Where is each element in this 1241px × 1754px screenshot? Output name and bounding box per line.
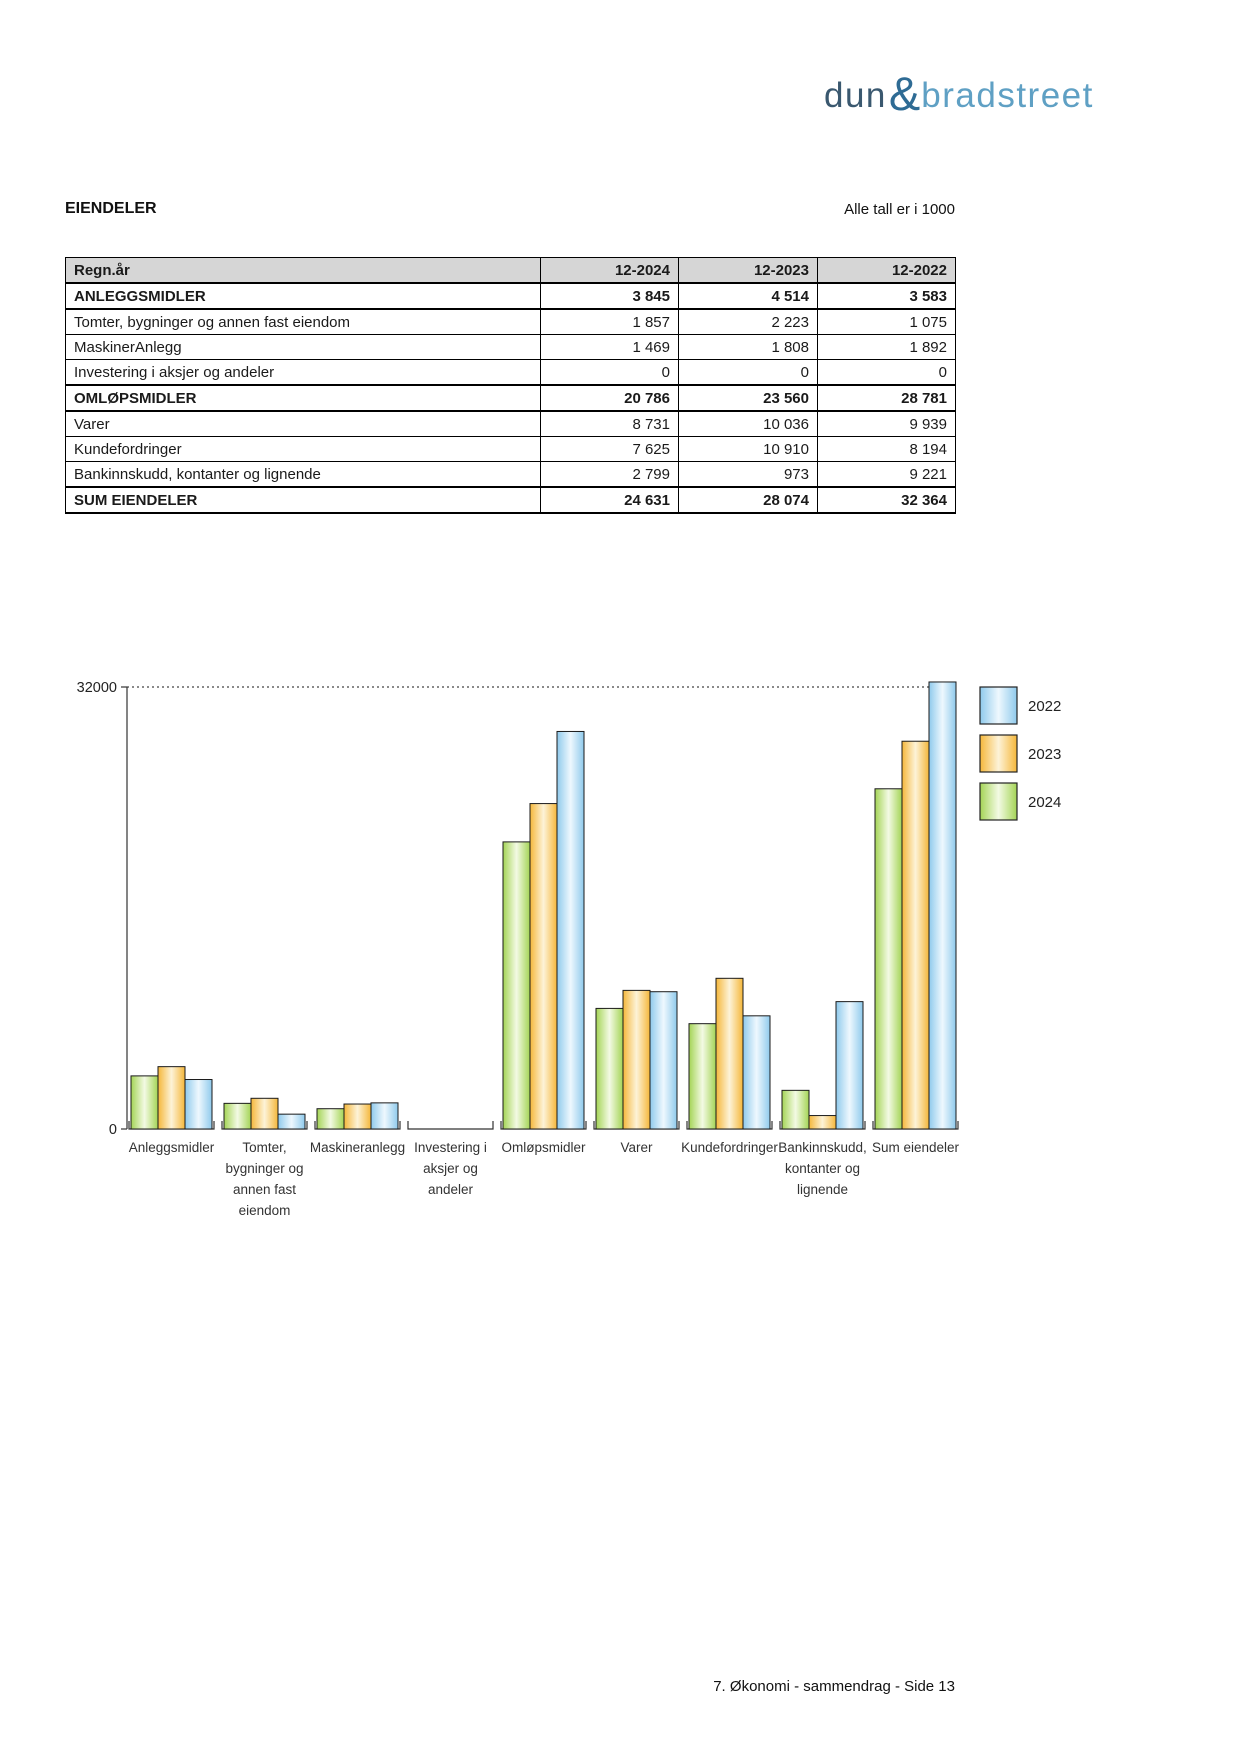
row-value: 0 [541,360,679,386]
row-label: MaskinerAnlegg [66,335,541,360]
row-value: 1 892 [818,335,956,360]
row-value: 9 221 [818,462,956,488]
row-value: 9 939 [818,411,956,437]
row-value: 2 799 [541,462,679,488]
bar-2024-omløpsmidler [503,842,530,1129]
row-value: 10 910 [679,437,818,462]
y-axis-label-zero: 0 [108,1122,117,1138]
table-row [66,360,956,386]
bar-2024-kundefordringer [689,1024,716,1129]
table-row [66,487,956,513]
row-value: 7 625 [541,437,679,462]
table-header-row [66,258,956,284]
category-label-investering-i-aksjer-og-andeler: Investering i aksjer og andeler [414,1140,487,1197]
bar-2022-maskineranlegg [371,1103,398,1129]
table-header-label: Regn.år [66,258,541,284]
row-label: Tomter, bygninger og annen fast eiendom [66,309,541,335]
row-value: 1 808 [679,335,818,360]
row-value: 973 [679,462,818,488]
row-label: OMLØPSMIDLER [66,385,541,411]
bar-2022-anleggsmidler [185,1080,212,1129]
legend-label-2024: 2024 [1028,794,1062,811]
bar-2023-varer [623,990,650,1129]
row-value: 23 560 [679,385,818,411]
table-header-year-2022: 12-2022 [818,258,956,284]
assets-bar-chart [0,580,1241,1260]
bar-2023-anleggsmidler [158,1067,185,1129]
units-note: Alle tall er i 1000 [844,201,955,218]
legend-label-2023: 2023 [1028,746,1062,763]
dun-bradstreet-logo [824,66,1094,121]
table-row [66,309,956,335]
legend-swatch-2022 [980,687,1017,724]
bar-2024-maskineranlegg [317,1109,344,1129]
category-label-sum-eiendeler: Sum eiendeler [871,1140,960,1155]
bar-2022-omløpsmidler [557,731,584,1129]
row-value: 0 [818,360,956,386]
bar-2023-maskineranlegg [344,1104,371,1129]
bar-2024-sum-eiendeler [875,789,902,1129]
bar-2023-bankinnskudd-kontanter-og-lignende [809,1116,836,1129]
row-value: 8 731 [541,411,679,437]
row-value: 4 514 [679,283,818,309]
logo-text-bradstreet: bradstreet [921,76,1094,115]
row-value: 8 194 [818,437,956,462]
logo-text-dun: dun [824,76,887,115]
legend-swatch-2024 [980,783,1017,820]
category-label-kundefordringer: Kundefordringer [681,1140,778,1155]
row-value: 1 469 [541,335,679,360]
bar-2023-sum-eiendeler [902,741,929,1129]
category-label-tomter-bygninger-og-annen-fast-eiendom: Tomter, bygninger og annen fast eiendom [225,1140,304,1218]
bar-2023-tomter-bygninger-og-annen-fast-eiendom [251,1098,278,1129]
table-row [66,462,956,488]
table-header-year-2024: 12-2024 [541,258,679,284]
row-label: SUM EIENDELER [66,487,541,513]
row-label: Investering i aksjer og andeler [66,360,541,386]
table-row [66,385,956,411]
row-value: 20 786 [541,385,679,411]
bar-2022-bankinnskudd-kontanter-og-lignende [836,1002,863,1129]
category-label-varer: Varer [620,1140,653,1155]
bar-2022-varer [650,992,677,1129]
table-row [66,437,956,462]
table-row [66,283,956,309]
logo-ampersand-icon: & [888,67,921,120]
row-label: ANLEGGSMIDLER [66,283,541,309]
row-value: 1 857 [541,309,679,335]
y-axis-label-max: 32000 [76,680,117,696]
bar-2023-omløpsmidler [530,804,557,1129]
row-value: 32 364 [818,487,956,513]
bar-2024-tomter-bygninger-og-annen-fast-eiendom [224,1103,251,1129]
category-label-omløpsmidler: Omløpsmidler [501,1140,586,1155]
row-value: 3 845 [541,283,679,309]
x-axis-bracket-investering-i-aksjer-og-andeler [408,1121,493,1129]
section-title: EIENDELER [65,200,157,217]
row-value: 24 631 [541,487,679,513]
bar-2024-bankinnskudd-kontanter-og-lignende [782,1090,809,1129]
legend-swatch-2023 [980,735,1017,772]
category-label-bankinnskudd-kontanter-og-lignende: Bankinnskudd, kontanter og lignende [778,1140,867,1197]
legend-label-2022: 2022 [1028,698,1062,715]
row-value: 3 583 [818,283,956,309]
table-row [66,411,956,437]
row-value: 28 781 [818,385,956,411]
category-label-anleggsmidler: Anleggsmidler [128,1140,215,1155]
category-label-maskineranlegg: Maskineranlegg [309,1140,406,1155]
page-footer: 7. Økonomi - sammendrag - Side 13 [713,1678,955,1695]
row-label: Bankinnskudd, kontanter og lignende [66,462,541,488]
row-value: 0 [679,360,818,386]
row-value: 1 075 [818,309,956,335]
bar-2024-varer [596,1008,623,1129]
bar-2022-tomter-bygninger-og-annen-fast-eiendom [278,1114,305,1129]
row-label: Varer [66,411,541,437]
bar-2024-anleggsmidler [131,1076,158,1129]
table-row [66,335,956,360]
row-label: Kundefordringer [66,437,541,462]
table-header-year-2023: 12-2023 [679,258,818,284]
bar-2022-sum-eiendeler [929,682,956,1129]
assets-table [65,257,956,514]
row-value: 2 223 [679,309,818,335]
bar-2022-kundefordringer [743,1016,770,1129]
row-value: 10 036 [679,411,818,437]
bar-2023-kundefordringer [716,978,743,1129]
row-value: 28 074 [679,487,818,513]
